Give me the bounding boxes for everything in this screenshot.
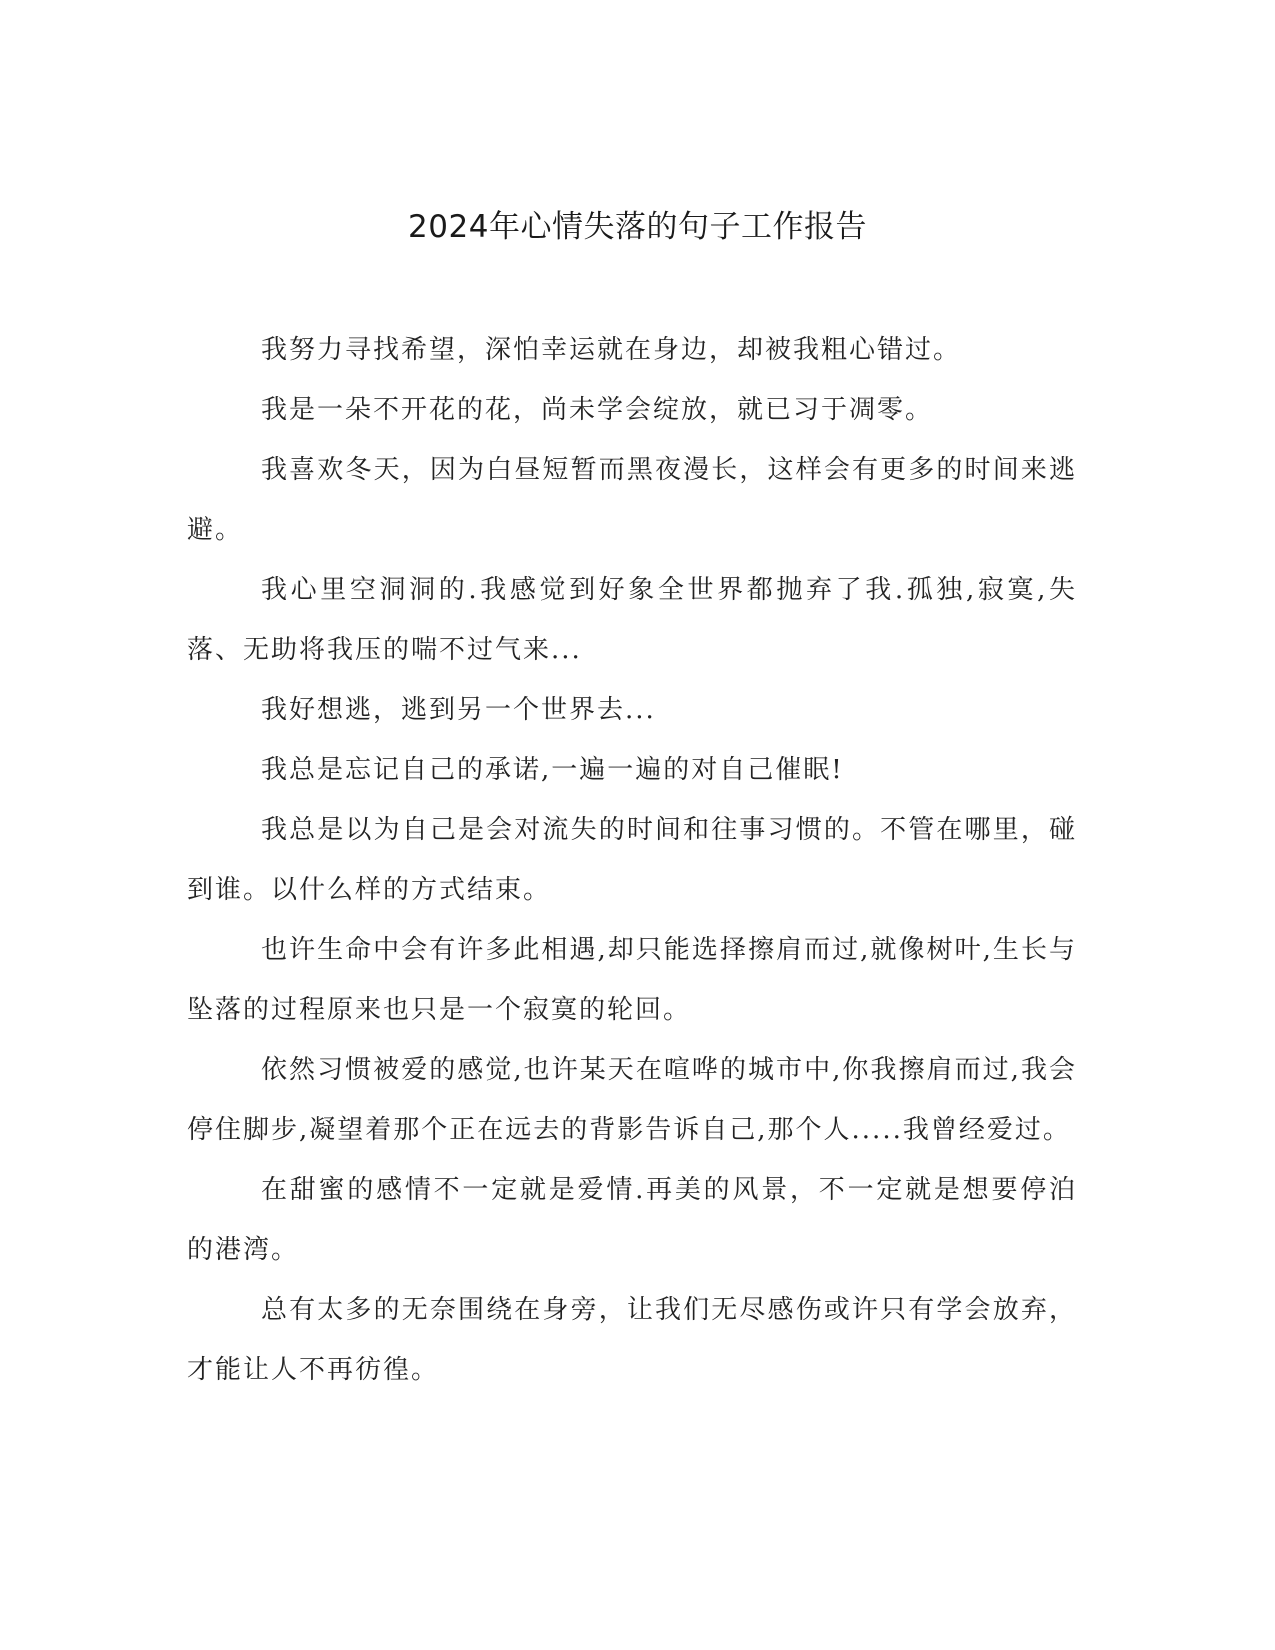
paragraph: 总有太多的无奈围绕在身旁，让我们无尽感伤或许只有学会放弃，才能让人不再彷徨。: [187, 1295, 1077, 1385]
document-body: [187, 320, 1077, 1400]
paragraph: 我努力寻找希望，深怕幸运就在身边，却被我粗心错过。: [261, 335, 962, 365]
paragraph: 我总是以为自己是会对流失的时间和往事习惯的。不管在哪里，碰到谁。以什么样的方式结束。: [187, 815, 1077, 905]
paragraph: 在甜蜜的感情不一定就是爱情.再美的风景，不一定就是想要停泊的港湾。: [187, 1175, 1077, 1265]
paragraph: 也许生命中会有许多此相遇,却只能选择擦肩而过,就像树叶,生长与坠落的过程原来也只是一个寂寞的轮回。: [187, 935, 1077, 1025]
document-title: 2024年心情失落的句子工作报告: [408, 209, 867, 245]
paragraph: 我心里空洞洞的.我感觉到好象全世界都抛弃了我.孤独,寂寞,失落、无助将我压的喘不过气来...: [187, 575, 1077, 665]
paragraph: 依然习惯被爱的感觉,也许某天在喧哗的城市中,你我擦肩而过,我会停住脚步,凝望着那个正在远去的背影告诉自己,那个人.....我曾经爱过。: [187, 1055, 1077, 1145]
paragraph: 我总是忘记自己的承诺,一遍一遍的对自己催眠!: [261, 755, 844, 785]
paragraph: 我是一朵不开花的花，尚未学会绽放，就已习于凋零。: [261, 395, 934, 425]
paragraph: 我喜欢冬天，因为白昼短暂而黑夜漫长，这样会有更多的时间来逃避。: [187, 455, 1077, 545]
paragraph: 我好想逃，逃到另一个世界去...: [261, 695, 656, 725]
